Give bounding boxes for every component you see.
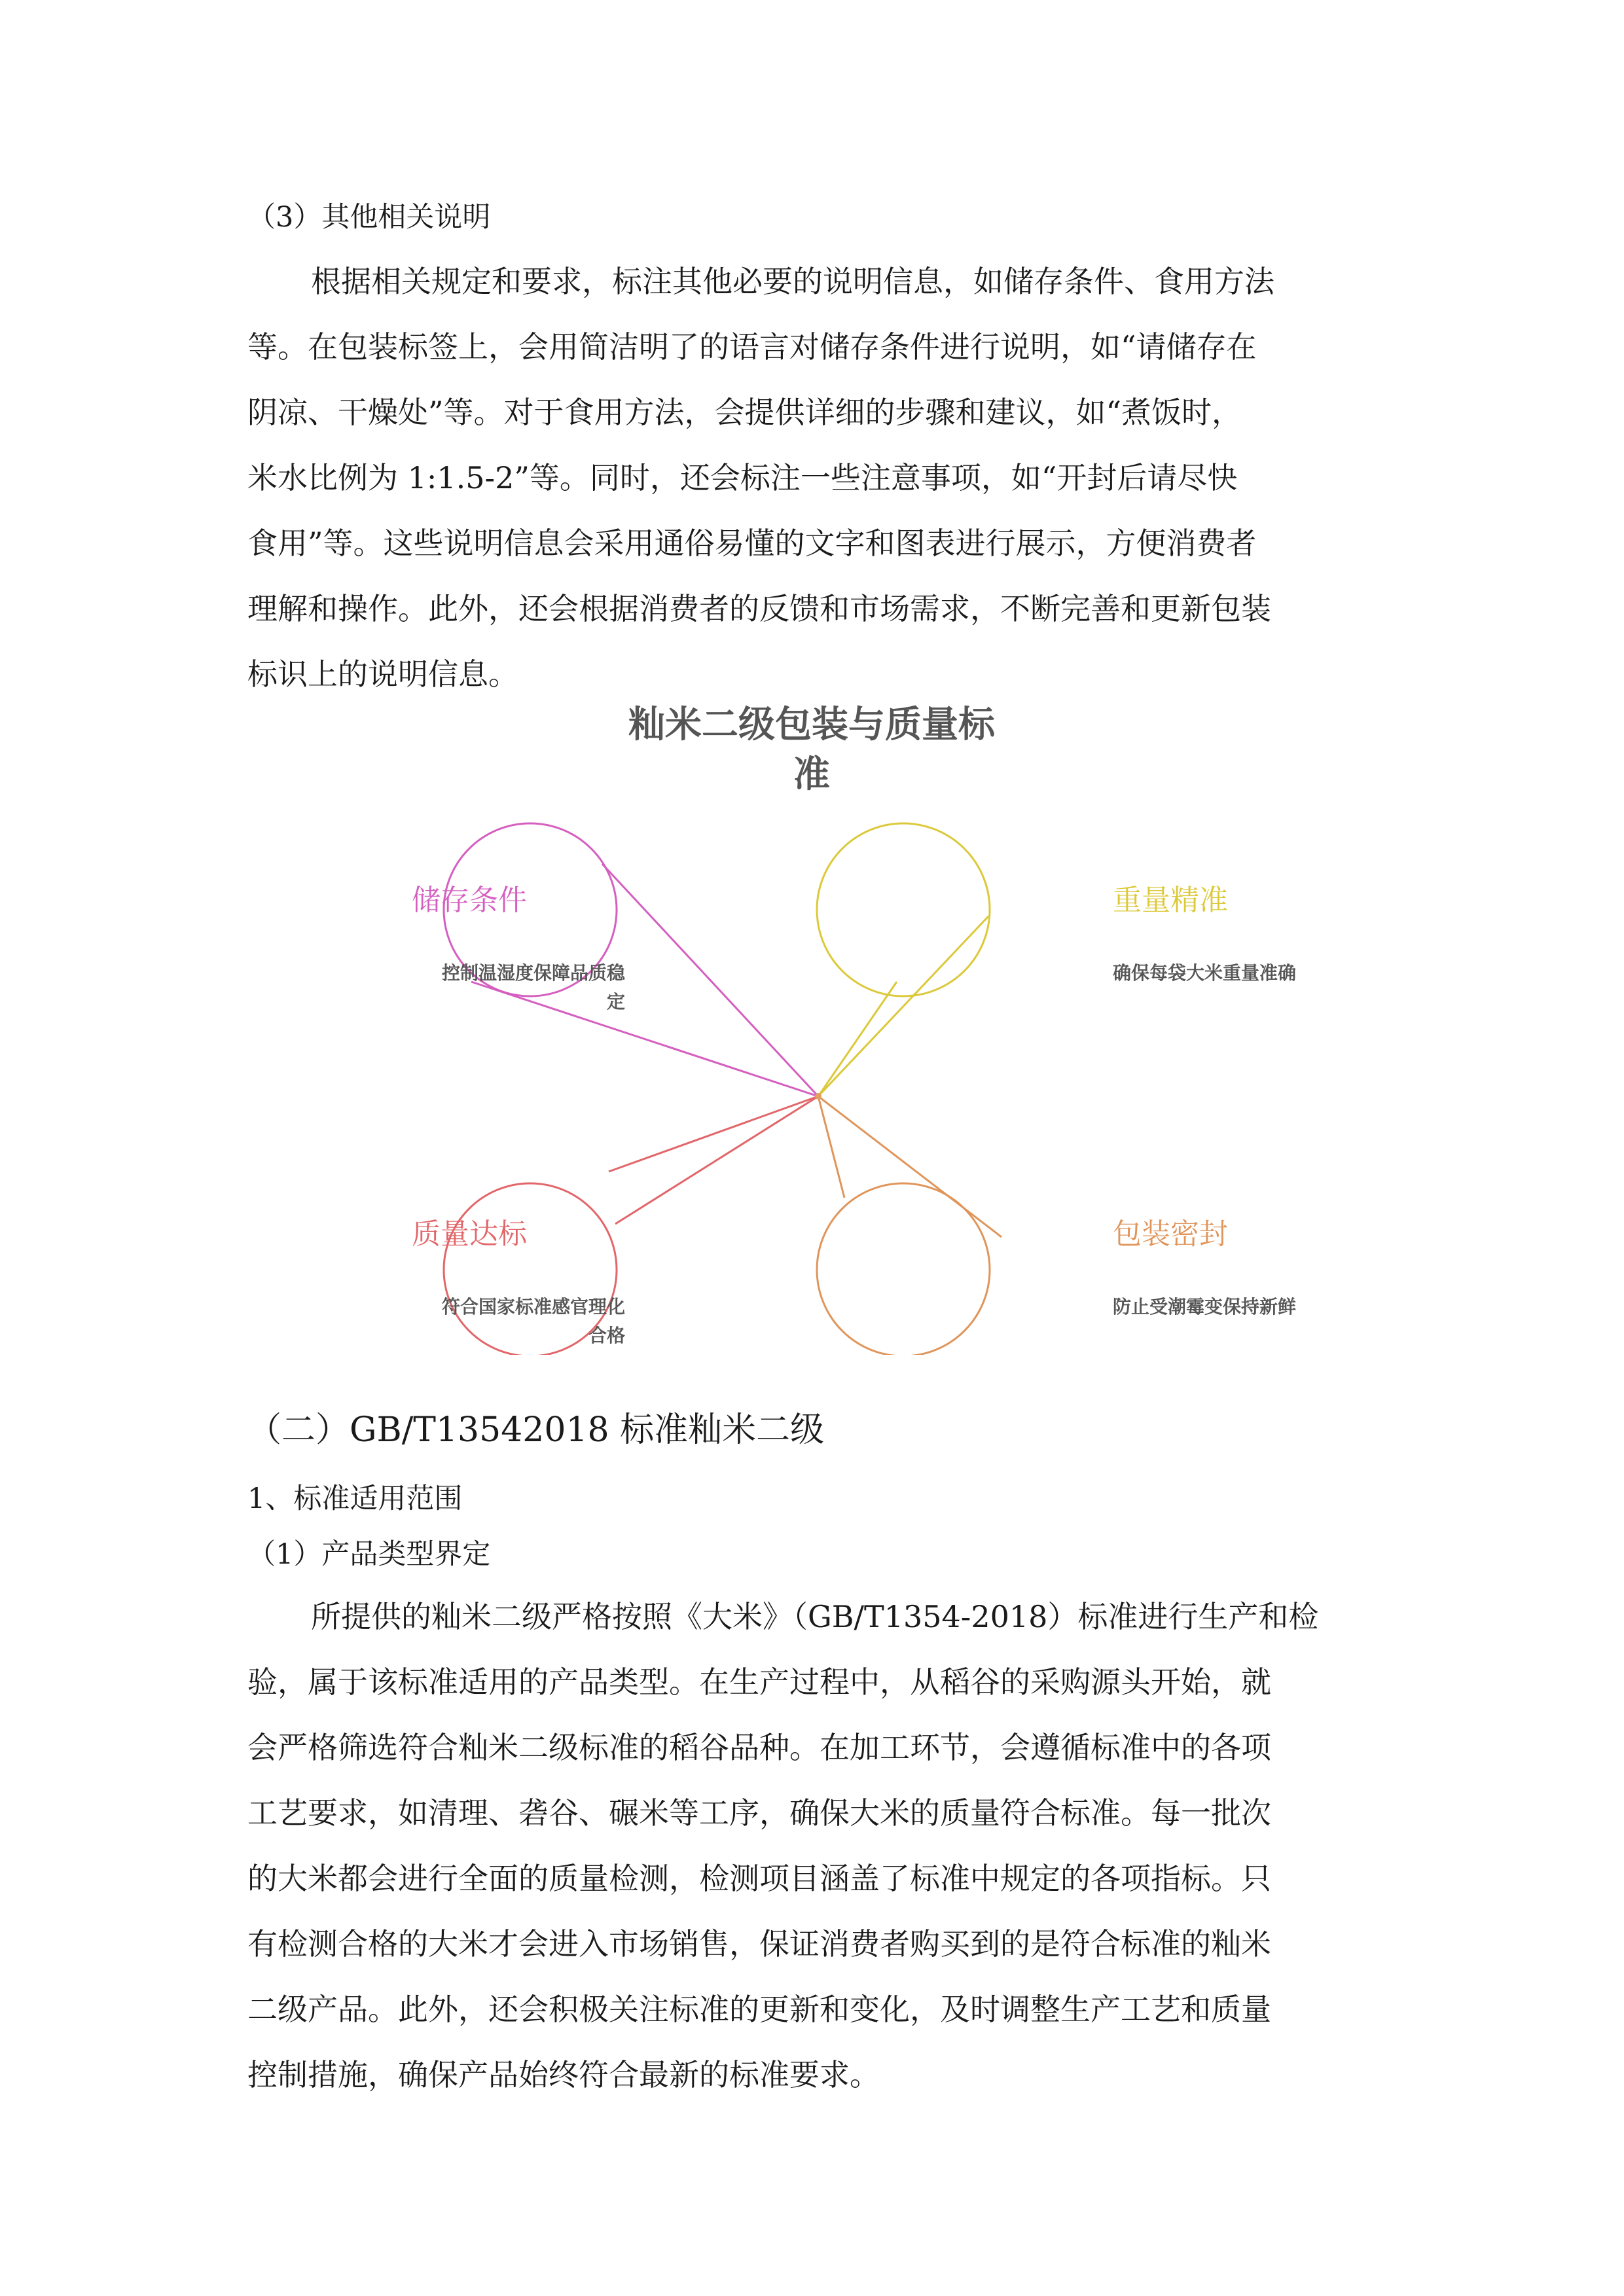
paragraph-line: 会严格筛选符合籼米二级标准的稻谷品种。在加工环节，会遵循标准中的各项 bbox=[247, 1730, 1271, 1765]
paragraph-line: 的大米都会进行全面的质量检测，检测项目涵盖了标准中规定的各项指标。只 bbox=[247, 1861, 1271, 1896]
desc-line: 确保每袋大米重量准确 bbox=[1113, 962, 1297, 984]
section-title-standard: （二）GB/T13542018 标准籼米二级 bbox=[247, 1410, 825, 1450]
petal-circle bbox=[817, 823, 990, 996]
desc-sealed-packaging bbox=[1113, 1293, 1296, 1321]
diagram-graphic bbox=[249, 700, 1375, 1355]
paragraph-line: 阴凉、干燥处”等。对于食用方法，会提供详细的步骤和建议，如“煮饭时， bbox=[247, 395, 1242, 430]
diagram-title-line: 籼米二级包装与质量标 bbox=[628, 704, 995, 746]
petal-line bbox=[818, 1096, 1001, 1237]
paragraph-line: 根据相关规定和要求，标注其他必要的说明信息，如储存条件、食用方法 bbox=[311, 264, 1274, 299]
desc-line: 符合国家标准感官理化 bbox=[441, 1296, 625, 1318]
label-accurate-weight: 重量精准 bbox=[1113, 884, 1228, 917]
paragraph-line: 验，属于该标准适用的产品类型。在生产过程中，从稻谷的采购源头开始，就 bbox=[247, 1664, 1271, 1700]
subheading-product-type: （1）产品类型界定 bbox=[247, 1538, 491, 1571]
desc-line: 防止受潮霉变保持新鲜 bbox=[1113, 1296, 1297, 1318]
paragraph-line: 食用”等。这些说明信息会采用通俗易懂的文字和图表进行展示，方便消费者 bbox=[247, 526, 1257, 561]
label-storage-conditions: 储存条件 bbox=[412, 884, 527, 917]
desc-accurate-weight bbox=[1113, 959, 1296, 988]
paragraph-line: 所提供的籼米二级严格按照《大米》（GB/T1354-2018）标准进行生产和检 bbox=[311, 1599, 1319, 1634]
petal-bottom-right bbox=[817, 1096, 1001, 1355]
packaging-quality-diagram bbox=[249, 700, 1375, 1355]
paragraph-line: 有检测合格的大米才会进入市场销售，保证消费者购买到的是符合标准的籼米 bbox=[247, 1926, 1271, 1962]
petal-line bbox=[609, 1096, 818, 1224]
subheading-other-notes: （3）其他相关说明 bbox=[247, 201, 491, 234]
paragraph-line: 等。在包装标签上，会用简洁明了的语言对储存条件进行说明，如“请储存在 bbox=[247, 329, 1257, 365]
center-point bbox=[815, 1093, 821, 1100]
desc-line: 定 bbox=[606, 991, 625, 1013]
desc-quality-standard bbox=[337, 1293, 625, 1350]
paragraph-line: 理解和操作。此外，还会根据消费者的反馈和市场需求，不断完善和更新包装 bbox=[247, 591, 1271, 626]
paragraph-line: 工艺要求，如清理、砻谷、碾米等工序，确保大米的质量符合标准。每一批次 bbox=[247, 1795, 1271, 1831]
subsection-title-scope: 1、标准适用范围 bbox=[247, 1482, 463, 1515]
paragraph-line: 二级产品。此外，还会积极关注标准的更新和变化，及时调整生产工艺和质量 bbox=[247, 1992, 1271, 2027]
label-sealed-packaging: 包装密封 bbox=[1113, 1217, 1228, 1251]
petal-line bbox=[818, 916, 988, 1096]
paragraph-product-type bbox=[247, 1584, 1383, 2108]
paragraph-line: 米水比例为 1:1.5-2”等。同时，还会标注一些注意事项，如“开封后请尽快 bbox=[247, 460, 1238, 495]
label-quality-standard: 质量达标 bbox=[412, 1217, 527, 1251]
paragraph-other-notes bbox=[247, 249, 1383, 707]
paragraph-line: 控制措施，确保产品始终符合最新的标准要求。 bbox=[247, 2057, 880, 2092]
desc-line: 控制温湿度保障品质稳 bbox=[441, 962, 625, 984]
petal-top-right bbox=[817, 823, 990, 1096]
diagram-title-line: 准 bbox=[793, 753, 830, 796]
paragraph-line: 标识上的说明信息。 bbox=[247, 656, 518, 692]
desc-line: 合格 bbox=[588, 1325, 625, 1346]
desc-storage-conditions bbox=[337, 959, 625, 1016]
